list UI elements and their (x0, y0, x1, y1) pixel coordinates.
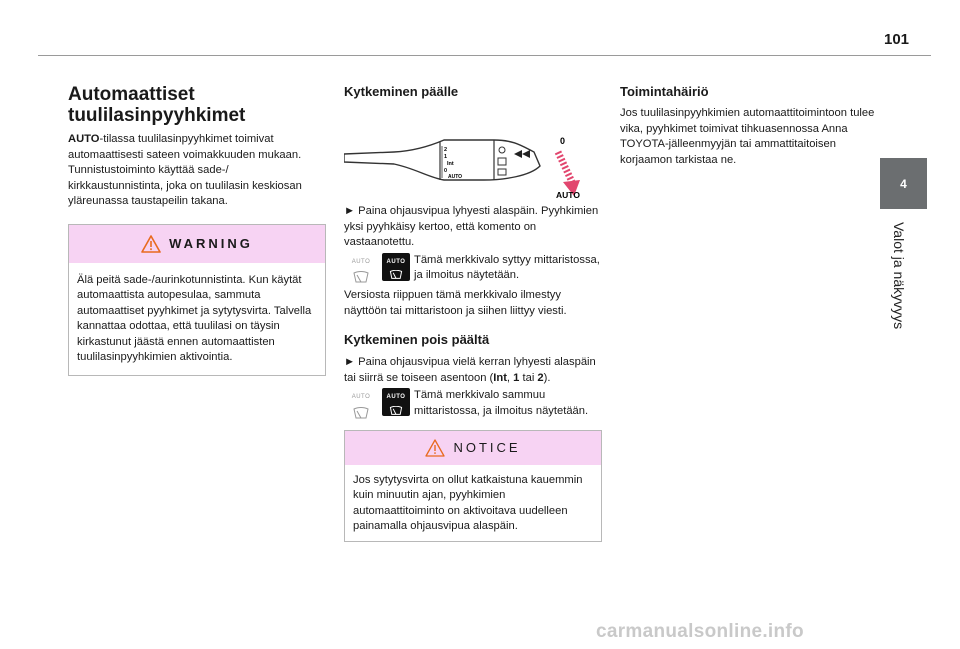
push-down-arrow (558, 152, 572, 182)
watermark: carmanualsonline.info (596, 621, 804, 642)
switch-off-title: Kytkeminen pois päältä (344, 332, 490, 347)
section-title-line2: tuulilasinpyyhkimet (68, 105, 246, 126)
auto-indicator-lit-icon (382, 253, 410, 281)
intro-text: -tilassa tuulilasinpyyhkimet toimivat automaattisesti sateen voimakkuuden mukaan. Tunnistustoiminto käyttää sade-/ kirkkaustunnistinta, joka on tuulilasin keskiosan yläreunassa taustapeilin takana. (68, 133, 302, 207)
notice-header (345, 431, 601, 465)
auto-indicator-lit-label-off: AUTO (386, 394, 406, 400)
position-2: 2 (537, 371, 544, 384)
switch-off-indicator-text: Tämä merkkivalo sammuu mittaristossa, ja ilmoitus näytetään. (414, 389, 589, 417)
scale-label-1: 1 (444, 154, 448, 160)
auto-indicator-outline-icon-off (344, 388, 378, 422)
diagram-label-zero: 0 (560, 136, 566, 146)
chapter-title (893, 222, 907, 342)
switch-on-step: ► Paina ohjausvipua lyhyesti alaspäin. Pyyhkimien yksi pyyhkäisy kertoo, että komento on vastaanotettu. (344, 205, 599, 248)
wiper-stalk-illustration (344, 106, 602, 202)
notice-box (344, 430, 602, 542)
column-2 (344, 84, 602, 542)
fault-title: Toimintahäiriö (620, 84, 709, 99)
wiper-stalk-diagram (344, 106, 602, 200)
auto-indicator-row-off (344, 388, 602, 422)
page-number: 101 (884, 31, 910, 48)
notice-icon (425, 439, 445, 457)
warning-box (68, 224, 326, 376)
auto-indicator-outline-icon (344, 253, 378, 287)
switch-off-step-part-c: tai (519, 371, 538, 384)
notice-body: Jos sytytysvirta on ollut katkaistuna kauemmin kuin minuutin ajan, pyyhkimien automaattitoiminto on aktivoitava uudelleen painamalla ohjausvipua alaspäin. (353, 473, 583, 532)
section-title (68, 84, 326, 126)
auto-indicator-row-on (344, 253, 602, 287)
column-3 (620, 84, 878, 168)
switch-off-step-part-d: ). (543, 371, 551, 384)
switch-on-note: Versiosta riippuen tämä merkkivalo ilmestyy näyttöön tai mittaristoon ja siihen liittyy viesti. (344, 289, 567, 317)
header-rule (38, 55, 931, 56)
intro-paragraph (68, 132, 326, 210)
warning-body: Älä peitä sade-/aurinkotunnistinta. Kun käytät automaattista autopesulaa, sammuta automaattiset pyyhkimet ja sytytysvirta. Talvella kannattaa odottaa, että tuulilasi on täysin kirkastunut jäästä ennen automaattisten tuulilasinpyyhkimien aktivointia. (77, 273, 312, 363)
column-1 (68, 84, 326, 376)
warning-label: WARNING (169, 235, 253, 251)
switch-off-step (344, 355, 602, 386)
auto-indicator-lit-icon-off (382, 388, 410, 416)
section-title-line1: Automaattiset (68, 84, 195, 105)
chapter-title-text: Valot ja näkyvyys (891, 222, 907, 330)
position-1: 1 (513, 371, 520, 384)
warning-icon (141, 235, 161, 253)
warning-header (69, 225, 325, 263)
auto-indicator-outline-label-off: AUTO (351, 394, 371, 400)
switch-on-indicator-text: Tämä merkkivalo syttyy mittaristossa, ja ilmoitus näytetään. (414, 253, 600, 281)
scale-label-2: 2 (444, 147, 448, 153)
switch-on-title: Kytkeminen päälle (344, 84, 459, 99)
scale-label-0: 0 (444, 168, 448, 174)
chapter-tab[interactable]: 4 (880, 158, 927, 209)
switch-off-step-part-b: , (506, 371, 514, 384)
diagram-label-auto: AUTO (556, 190, 580, 200)
auto-keyword: AUTO (68, 133, 100, 145)
auto-indicator-lit-label: AUTO (386, 258, 406, 265)
notice-label: NOTICE (453, 439, 521, 455)
fault-text: Jos tuulilasinpyyhkimien automaattitoimintoon tulee vika, pyyhkimet toimivat tihkuasennossa Anna TOYOTA-jälleenmyyjän tai ammattitaitoisen korjaamon tarkistaa ne. (620, 107, 875, 166)
scale-label-auto: AUTO (448, 174, 463, 180)
scale-label-int: Int (447, 161, 454, 167)
switch-off-step-part-a: ► Paina ohjausvipua vielä kerran lyhyesti alaspäin tai siirrä se toiseen asentoon ( (344, 356, 596, 384)
int-position: Int (493, 371, 507, 384)
auto-indicator-outline-label: AUTO (351, 258, 371, 265)
